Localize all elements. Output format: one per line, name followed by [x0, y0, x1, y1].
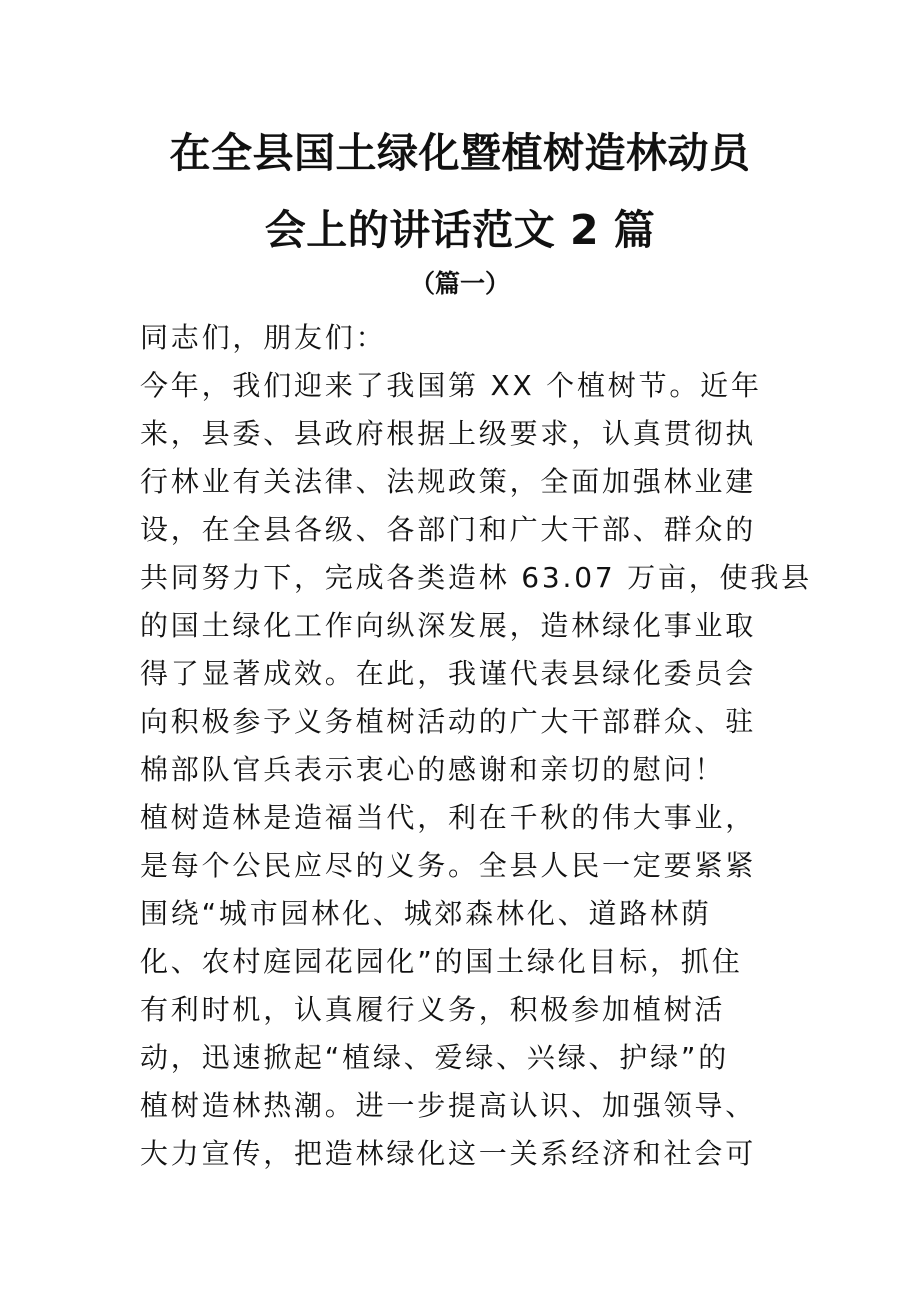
paragraph-line: 棉部队官兵表示衷心的感谢和亲切的慰问！: [140, 753, 726, 786]
document-title-line-2: 会上的讲话范文 2 篇: [264, 206, 656, 254]
paragraph-line: 行林业有关法律、法规政策，全面加强林业建: [140, 465, 757, 498]
paragraph-line: 得了显著成效。在此，我谨代表县绿化委员会: [140, 657, 757, 690]
paragraph-line: 化、农村庭园花园化”的国土绿化目标，抓住: [140, 945, 743, 978]
paragraph-line: 大力宣传，把造林绿化这一关系经济和社会可: [140, 1137, 757, 1170]
paragraph-line: 向积极参予义务植树活动的广大干部群众、驻: [140, 705, 757, 738]
document-title-line-1: 在全县国土绿化暨植树造林动员: [169, 129, 751, 177]
paragraph-line: 有利时机，认真履行义务，积极参加植树活: [140, 993, 726, 1026]
paragraph-line: 动，迅速掀起“植绿、爱绿、兴绿、护绿”的: [140, 1041, 730, 1074]
section-subtitle: （篇一）: [409, 269, 510, 298]
paragraph-line: 植树造林热潮。进一步提高认识、加强领导、: [140, 1089, 757, 1122]
paragraph-line: 共同努力下，完成各类造林 63.07 万亩，使我县: [140, 561, 812, 594]
paragraph-line: 是每个公民应尽的义务。全县人民一定要紧紧: [140, 849, 757, 882]
paragraph-line: 围绕“城市园林化、城郊森林化、道路林荫: [140, 897, 712, 930]
salutation-line: 同志们，朋友们：: [140, 321, 387, 354]
paragraph-line: 设，在全县各级、各部门和广大干部、群众的: [140, 513, 757, 546]
paragraph-line: 的国土绿化工作向纵深发展，造林绿化事业取: [140, 609, 757, 642]
paragraph-line: 来，县委、县政府根据上级要求，认真贯彻执: [140, 417, 757, 450]
paragraph-line: 植树造林是造福当代，利在千秋的伟大事业，: [140, 801, 757, 834]
paragraph-line: 今年，我们迎来了我国第 XX 个植树节。近年: [140, 369, 762, 402]
